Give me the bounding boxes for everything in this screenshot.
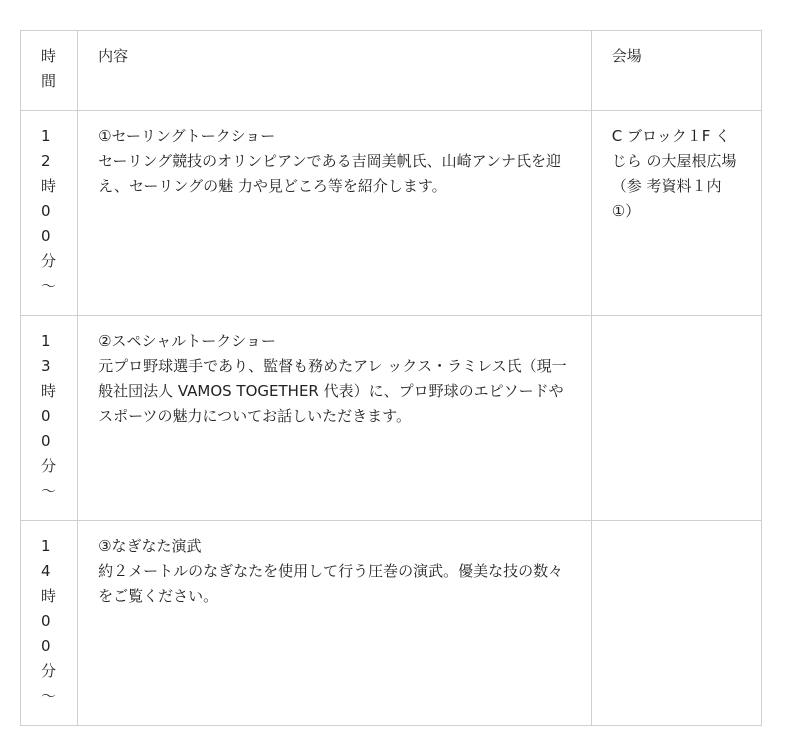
event-description: 元プロ野球選手であり、監督も務めたアレ ックス・ラミレス氏（現一般社団法人 VAMOS TOGETHER 代表）に、プロ野球のエピソードやスポーツの魅力についてお話しいただきます。	[98, 357, 567, 425]
event-description: 約２メートルのなぎなたを使用して行う圧巻の演武。優美な技の数々をご覧ください。	[98, 562, 564, 605]
event-venue-cell	[591, 521, 761, 726]
time-header-label: 時間	[41, 47, 57, 90]
table-row	[21, 111, 762, 316]
event-content-cell	[78, 316, 592, 521]
event-description: セーリング競技のオリンピアンである吉岡美帆氏、山崎アンナ氏を迎え、セーリングの魅 力や見どころ等を紹介します。	[98, 152, 561, 195]
event-venue-cell	[591, 316, 761, 521]
table-row	[21, 521, 762, 726]
event-venue-cell	[591, 111, 761, 316]
table-row	[21, 316, 762, 521]
event-time-cell	[21, 521, 78, 726]
event-content-cell	[78, 521, 592, 726]
event-time-cell	[21, 111, 78, 316]
content-header-label: 内容	[98, 47, 129, 65]
content-header-cell	[78, 31, 592, 111]
event-title: ③なぎなた演武	[98, 537, 202, 555]
venue-header-cell	[591, 31, 761, 111]
schedule-table	[20, 30, 762, 726]
event-title: ②スペシャルトークショー	[98, 332, 276, 350]
header-row	[21, 31, 762, 111]
event-time: 12時00分～	[41, 127, 57, 295]
event-venue: C ブロック１F くじら の大屋根広場 （参 考資料１内①）	[611, 127, 737, 220]
event-title: ①セーリングトークショー	[98, 127, 276, 145]
time-header-cell	[21, 31, 78, 111]
event-time: 13時00分～	[41, 332, 57, 500]
venue-header-label: 会場	[611, 47, 642, 65]
event-time: 14時00分～	[41, 537, 57, 705]
event-content-cell	[78, 111, 592, 316]
event-time-cell	[21, 316, 78, 521]
